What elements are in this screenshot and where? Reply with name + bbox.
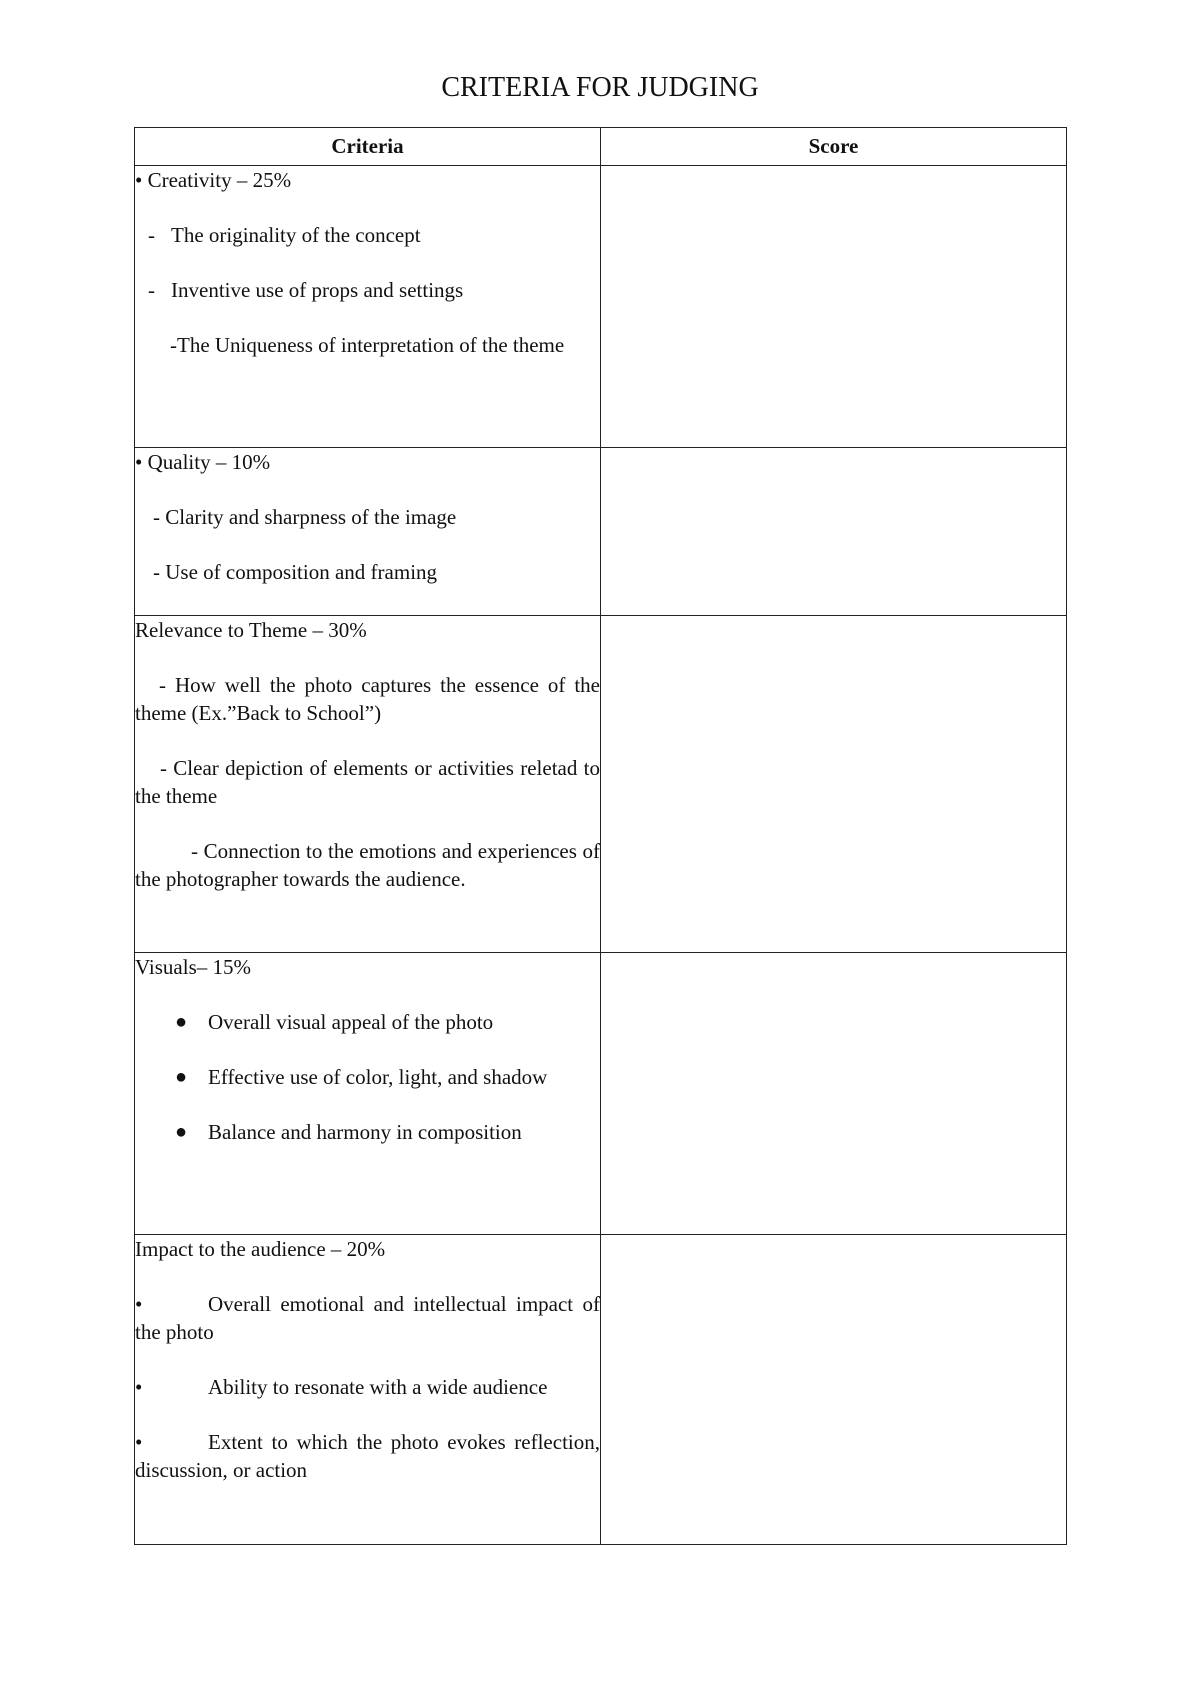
criteria-heading: Visuals– 15%: [135, 955, 251, 979]
criteria-item-text: - How well the photo captures the essence of the theme (Ex.”Back to School”): [135, 673, 600, 725]
criteria-item-text: Overall visual appeal of the photo: [208, 1010, 494, 1034]
criteria-heading: Impact to the audience – 20%: [135, 1237, 386, 1261]
score-cell-creativity[interactable]: [601, 166, 1067, 448]
table-row: [135, 953, 1067, 1235]
score-cell-impact[interactable]: [601, 1235, 1067, 1545]
criteria-item-text: Effective use of color, light, and shadow: [208, 1065, 548, 1089]
criteria-item-text: - Connection to the emotions and experiences of the photographer towards the audience.: [135, 839, 600, 891]
criteria-item-text: Extent to which the photo evokes reflection, discussion, or action: [135, 1430, 600, 1482]
score-cell-quality[interactable]: [601, 448, 1067, 616]
criteria-item: [135, 1373, 600, 1401]
score-cell-visuals[interactable]: [601, 953, 1067, 1235]
bullet-icon: ●: [175, 1066, 188, 1088]
criteria-item-text: Balance and harmony in composition: [208, 1120, 522, 1144]
bullet-icon: •: [135, 1430, 143, 1454]
criteria-item: [135, 221, 600, 249]
criteria-item-text: - Clarity and sharpness of the image: [153, 505, 457, 529]
criteria-heading: • Quality – 10%: [135, 450, 271, 474]
criteria-item-text: The originality of the concept: [171, 223, 421, 247]
criteria-item-text: Overall emotional and intellectual impact of the photo: [135, 1292, 600, 1344]
criteria-column-header: Criteria: [135, 128, 601, 166]
criteria-cell-visuals: [135, 953, 601, 1235]
bullet-icon: •: [135, 1292, 143, 1316]
bullet-icon: •: [135, 1375, 143, 1399]
criteria-item-text: -The Uniqueness of interpretation of the theme: [170, 333, 565, 357]
table-row: [135, 448, 1067, 616]
criteria-item-text: - Use of composition and framing: [153, 560, 438, 584]
criteria-item-text: - Clear depiction of elements or activities reletad to the theme: [135, 756, 600, 808]
criteria-cell-quality: [135, 448, 601, 616]
criteria-cell-relevance: [135, 616, 601, 953]
criteria-item: [135, 1428, 600, 1484]
criteria-item-text: Inventive use of props and settings: [171, 278, 464, 302]
criteria-item: [135, 1290, 600, 1346]
score-column-header: Score: [601, 128, 1067, 166]
criteria-item: [135, 1008, 600, 1036]
table-row: [135, 616, 1067, 953]
table-row: [135, 166, 1067, 448]
table-header-row: [135, 128, 1067, 166]
criteria-heading: • Creativity – 25%: [135, 168, 292, 192]
criteria-item: [135, 1063, 600, 1091]
criteria-cell-creativity: [135, 166, 601, 448]
bullet-icon: ●: [175, 1011, 188, 1033]
criteria-item: [135, 276, 600, 304]
criteria-item-text: Ability to resonate with a wide audience: [208, 1375, 548, 1399]
criteria-heading: Relevance to Theme – 30%: [135, 618, 367, 642]
table-row: [135, 1235, 1067, 1545]
page-title: CRITERIA FOR JUDGING: [441, 72, 759, 103]
score-cell-relevance[interactable]: [601, 616, 1067, 953]
criteria-table: [134, 127, 1067, 1545]
criteria-item: [135, 1118, 600, 1146]
dash-marker: -: [148, 278, 155, 302]
dash-marker: -: [148, 223, 155, 247]
bullet-icon: ●: [175, 1121, 188, 1143]
criteria-cell-impact: [135, 1235, 601, 1545]
